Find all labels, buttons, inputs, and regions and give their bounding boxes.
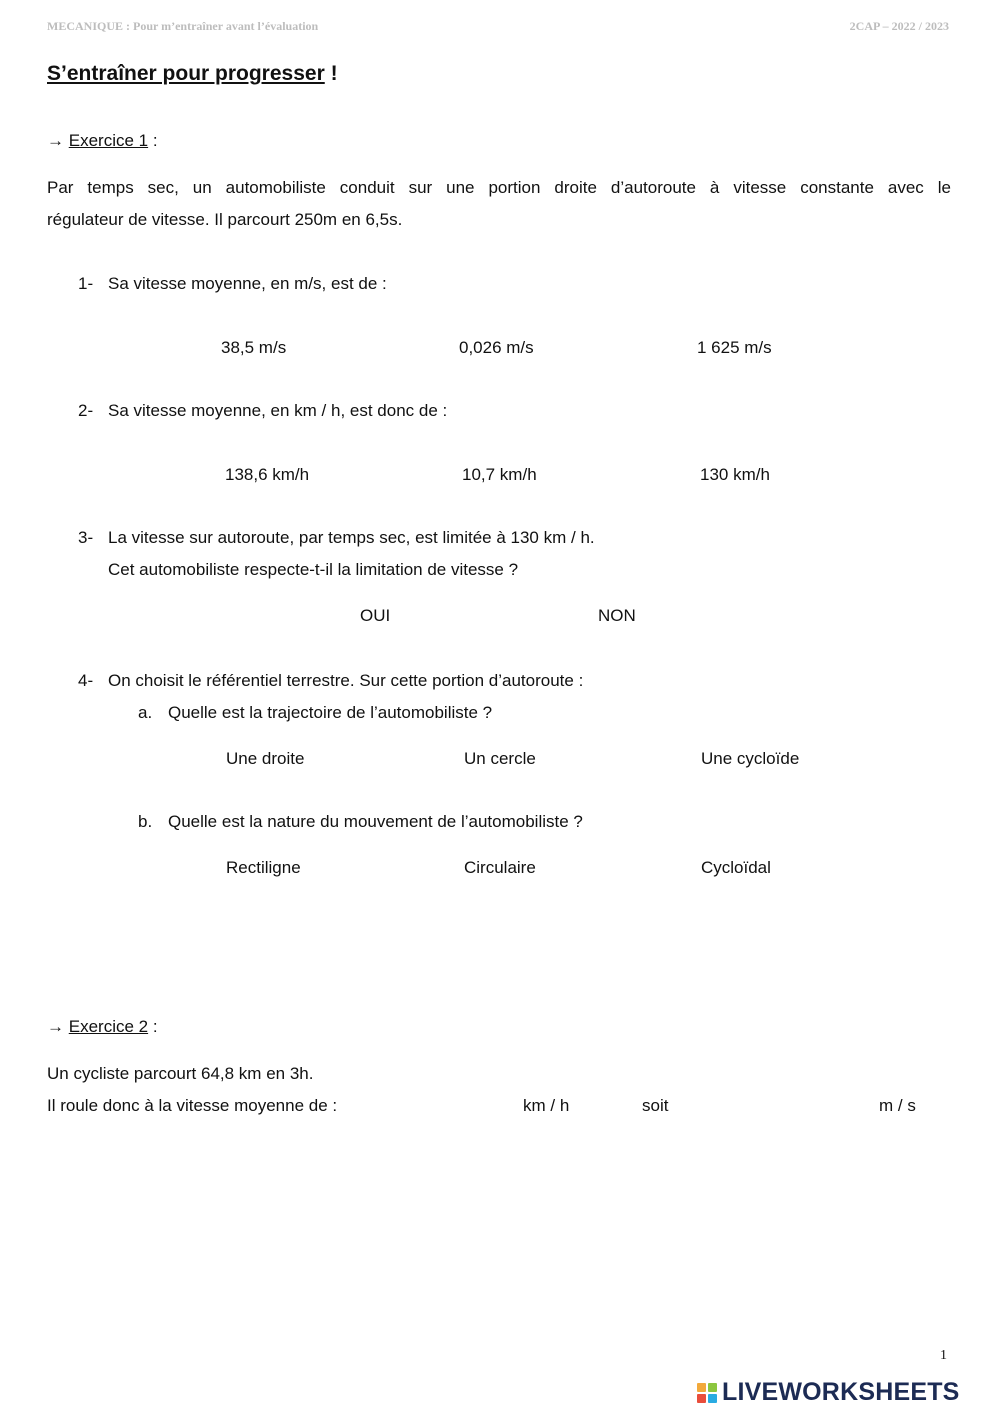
q4-number: 4-	[78, 671, 94, 690]
exercise2-colon: :	[148, 1017, 158, 1036]
q4a-text: Quelle est la trajectoire de l’automobiliste ?	[168, 703, 493, 722]
q2-number: 2-	[78, 401, 94, 420]
page-title	[47, 62, 338, 86]
exercise1-intro-line1: Par temps sec, un automobiliste conduit sur une portion droite d’autoroute à vitesse constante avec le	[47, 178, 951, 197]
arrow-icon: →	[47, 1017, 69, 1036]
q3-line2: Cet automobiliste respecte-t-il la limitation de vitesse ?	[108, 560, 519, 579]
header-right: 2CAP – 2022 / 2023	[849, 19, 949, 33]
exercise1-heading	[47, 131, 158, 151]
logo-square-1	[697, 1383, 706, 1392]
q4a-letter: a.	[138, 703, 153, 722]
q4b-choice-2[interactable]: Circulaire	[464, 858, 536, 877]
page-title-suffix: !	[324, 62, 338, 85]
q2-choice-1[interactable]: 138,6 km/h	[225, 465, 310, 484]
exercise2-line1: Un cycliste parcourt 64,8 km en 3h.	[47, 1064, 314, 1083]
logo-grid-icon	[697, 1383, 717, 1403]
exercise2-unit-kmh: km / h	[523, 1096, 570, 1115]
arrow-icon: →	[47, 131, 69, 150]
q2-text: Sa vitesse moyenne, en km / h, est donc de :	[108, 401, 448, 420]
liveworksheets-logo[interactable]	[697, 1378, 960, 1407]
q1-number: 1-	[78, 274, 94, 293]
exercise2-soit: soit	[642, 1096, 669, 1115]
q4a-choice-1[interactable]: Une droite	[226, 749, 305, 768]
q2-choice-2[interactable]: 10,7 km/h	[462, 465, 537, 484]
q2-choice-3[interactable]: 130 km/h	[700, 465, 770, 484]
exercise2-line2: Il roule donc à la vitesse moyenne de :	[47, 1096, 338, 1115]
page-title-main: S’entraîner pour progresser	[47, 62, 325, 85]
logo-square-2	[708, 1383, 717, 1392]
exercise2-heading	[47, 1017, 158, 1037]
q1-text: Sa vitesse moyenne, en m/s, est de :	[108, 274, 387, 293]
q4b-choice-3[interactable]: Cycloïdal	[701, 858, 771, 877]
q4-text: On choisit le référentiel terrestre. Sur cette portion d’autoroute :	[108, 671, 584, 690]
logo-square-3	[697, 1394, 706, 1403]
header-left: MECANIQUE : Pour m’entraîner avant l’évaluation	[47, 19, 319, 33]
exercise2-unit-ms: m / s	[879, 1096, 916, 1115]
exercise1-label: Exercice 1	[68, 131, 149, 150]
q4a-choice-3[interactable]: Une cycloïde	[701, 749, 800, 768]
q1-choice-1[interactable]: 38,5 m/s	[221, 338, 287, 357]
q3-choice-non[interactable]: NON	[598, 606, 636, 625]
q4b-text: Quelle est la nature du mouvement de l’automobiliste ?	[168, 812, 583, 831]
q3-choice-oui[interactable]: OUI	[360, 606, 391, 625]
q4b-letter: b.	[138, 812, 153, 831]
exercise1-intro-line2: régulateur de vitesse. Il parcourt 250m en 6,5s.	[47, 210, 403, 229]
q1-choice-3[interactable]: 1 625 m/s	[697, 338, 772, 357]
logo-text: LIVEWORKSHEETS	[722, 1378, 960, 1406]
q4a-choice-2[interactable]: Un cercle	[464, 749, 536, 768]
q3-number: 3-	[78, 528, 94, 547]
exercise2-label: Exercice 2	[68, 1017, 149, 1036]
q1-choice-2[interactable]: 0,026 m/s	[459, 338, 534, 357]
logo-square-4	[708, 1394, 717, 1403]
q4b-choice-1[interactable]: Rectiligne	[226, 858, 301, 877]
exercise1-colon: :	[148, 131, 158, 150]
q3-line1: La vitesse sur autoroute, par temps sec, est limitée à 130 km / h.	[108, 528, 595, 547]
page-number: 1	[940, 1348, 947, 1363]
